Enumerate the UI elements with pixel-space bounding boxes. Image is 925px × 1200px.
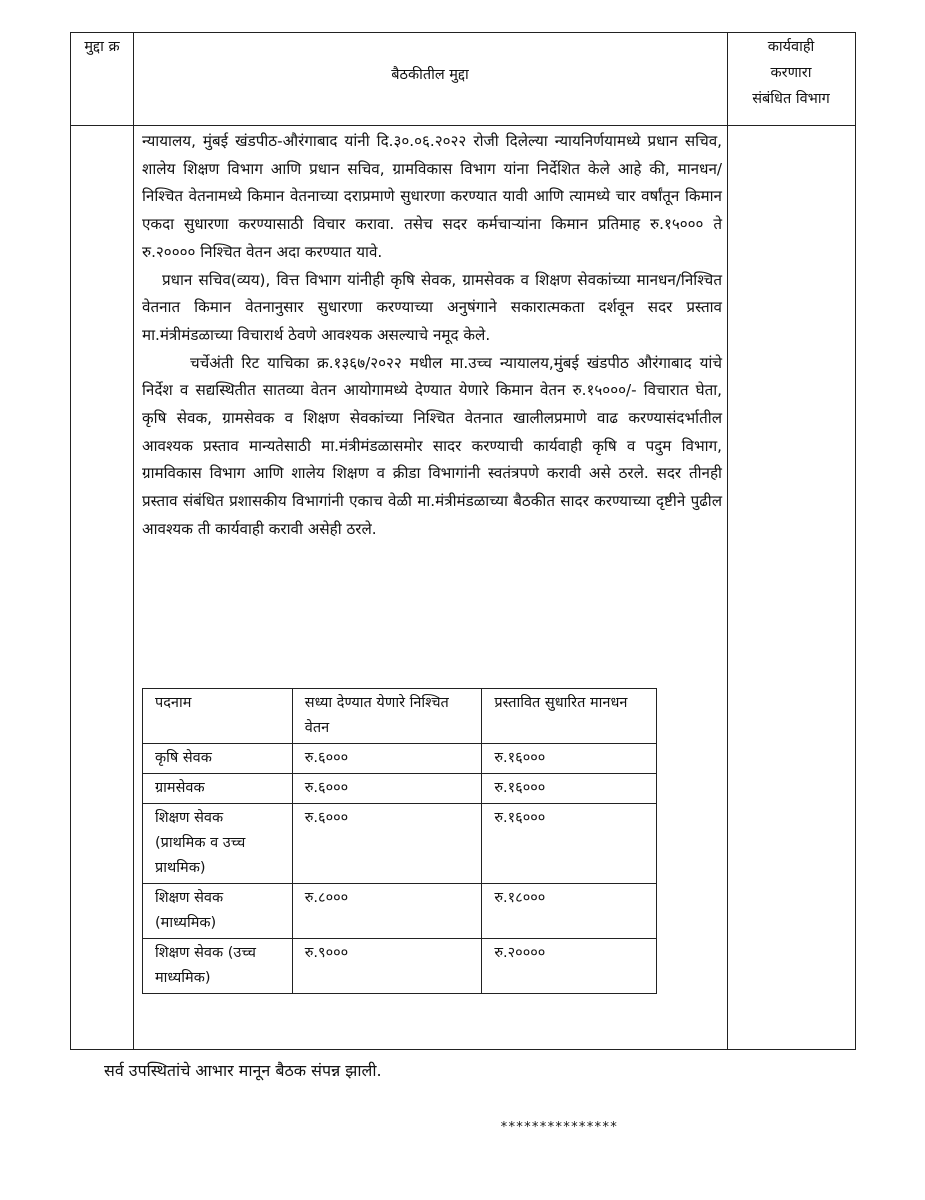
column-header: प्रस्तावित सुधारित मानधन (482, 689, 657, 744)
header-divider (71, 125, 855, 126)
table-row (143, 939, 657, 994)
table-cell: कृषि सेवक (143, 744, 293, 774)
table-row (143, 774, 657, 804)
table-row (143, 744, 657, 774)
meeting-point-text (142, 128, 722, 544)
table-cell: रु.६००० (292, 774, 482, 804)
table-cell: रु.१८००० (482, 884, 657, 939)
table-cell: शिक्षण सेवक (प्राथमिक व उच्च प्राथमिक) (143, 804, 293, 884)
header-meeting-point: बैठकीतील मुद्दा (391, 67, 469, 83)
table-cell: रु.८००० (292, 884, 482, 939)
paragraph: न्यायालय, मुंबई खंडपीठ-औरंगाबाद यांनी दि.३०.०६.२०२२ रोजी दिलेल्या न्यायनिर्णयामध्ये प्रधान सचिव, शालेय शिक्षण विभाग आणि प्रधान सचिव, ग्रामविकास विभाग यांना निर्देशित केले आहे की, मानधन/निश्चित वेतनामध्ये किमान वेतनाच्या दराप्रमाणे सुधारणा करण्यात यावी आणि त्यामध्ये चार वर्षांतून किमान एकदा सुधारणा करण्यासाठी विचार करावा. तसेच सदर कर्मचाऱ्यांना किमान प्रतिमाह रु.१५००० ते रु.२०००० निश्चित वेतन अदा करण्यात यावे. (142, 132, 722, 261)
paragraph: प्रधान सचिव(व्यय), वित्त विभाग यांनीही कृषि सेवक, ग्रामसेवक व शिक्षण सेवकांच्या मानधन/निश्चित वेतनात किमान वेतनानुसार सुधारणा करण्याच्या अनुषंगाने सकारात्मकता दर्शवून सदर प्रस्ताव मा.मंत्रीमंडळाच्या विचारार्थ ठेवणे आवश्यक असल्याचे नमूद केले. (142, 270, 722, 344)
table-cell: रु.२०००० (482, 939, 657, 994)
table-cell: ग्रामसेवक (143, 774, 293, 804)
header-item-number: मुद्दा क्र (84, 39, 120, 55)
header-line: करणारा (770, 65, 812, 81)
table-row (143, 804, 657, 884)
table-cell: शिक्षण सेवक (उच्च माध्यमिक) (143, 939, 293, 994)
table-row (143, 884, 657, 939)
closing-remark: सर्व उपस्थितांचे आभार मानून बैठक संपन्न झाली. (104, 1061, 382, 1080)
table-cell: रु.६००० (292, 744, 482, 774)
salary-revision-table (142, 688, 657, 994)
column-header: पदनाम (143, 689, 293, 744)
paragraph: चर्चेअंती रिट याचिका क्र.१३६७/२०२२ मधील मा.उच्च न्यायालय,मुंबई खंडपीठ औरंगाबाद यांचे निर्देश व सद्यस्थितीत सातव्या वेतन आयोगामध्ये देण्यात येणारे किमान वेतन रु.१५०००/- विचारात घेता, कृषि सेवक, ग्रामसेवक व शिक्षण सेवकांच्या निश्चित वेतनात खालीलप्रमाणे वाढ करण्यासंदर्भातील आवश्यक प्रस्ताव मान्यतेसाठी मा.मंत्रीमंडळासमोर सादर करण्याची कार्यवाही कृषि व पदुम विभाग, ग्रामविकास विभाग आणि शालेय शिक्षण व क्रीडा विभागांनी स्वतंत्रपणे करावी असे ठरले. सदर तीनही प्रस्ताव संबंधित प्रशासकीय विभागांनी एकाच वेळी मा.मंत्रीमंडळाच्या बैठकीत सादर करण्याच्या दृष्टीने पुढील आवश्यक ती कार्यवाही करावी असेही ठरले. (142, 353, 722, 538)
header-line: संबंधित विभाग (752, 91, 830, 107)
end-marker: *************** (500, 1120, 618, 1135)
column-divider (727, 33, 728, 1049)
header-responsible-department (728, 34, 854, 112)
table-header-row (143, 689, 657, 744)
table-cell: रु.१६००० (482, 804, 657, 884)
table-cell: रु.६००० (292, 804, 482, 884)
header-line: कार्यवाही (767, 39, 815, 55)
table-cell: शिक्षण सेवक (माध्यमिक) (143, 884, 293, 939)
table-cell: रु.१६००० (482, 774, 657, 804)
table-cell: रु.९००० (292, 939, 482, 994)
column-divider (133, 33, 134, 1049)
table-cell: रु.१६००० (482, 744, 657, 774)
column-header: सध्या देण्यात येणारे निश्चित वेतन (292, 689, 482, 744)
